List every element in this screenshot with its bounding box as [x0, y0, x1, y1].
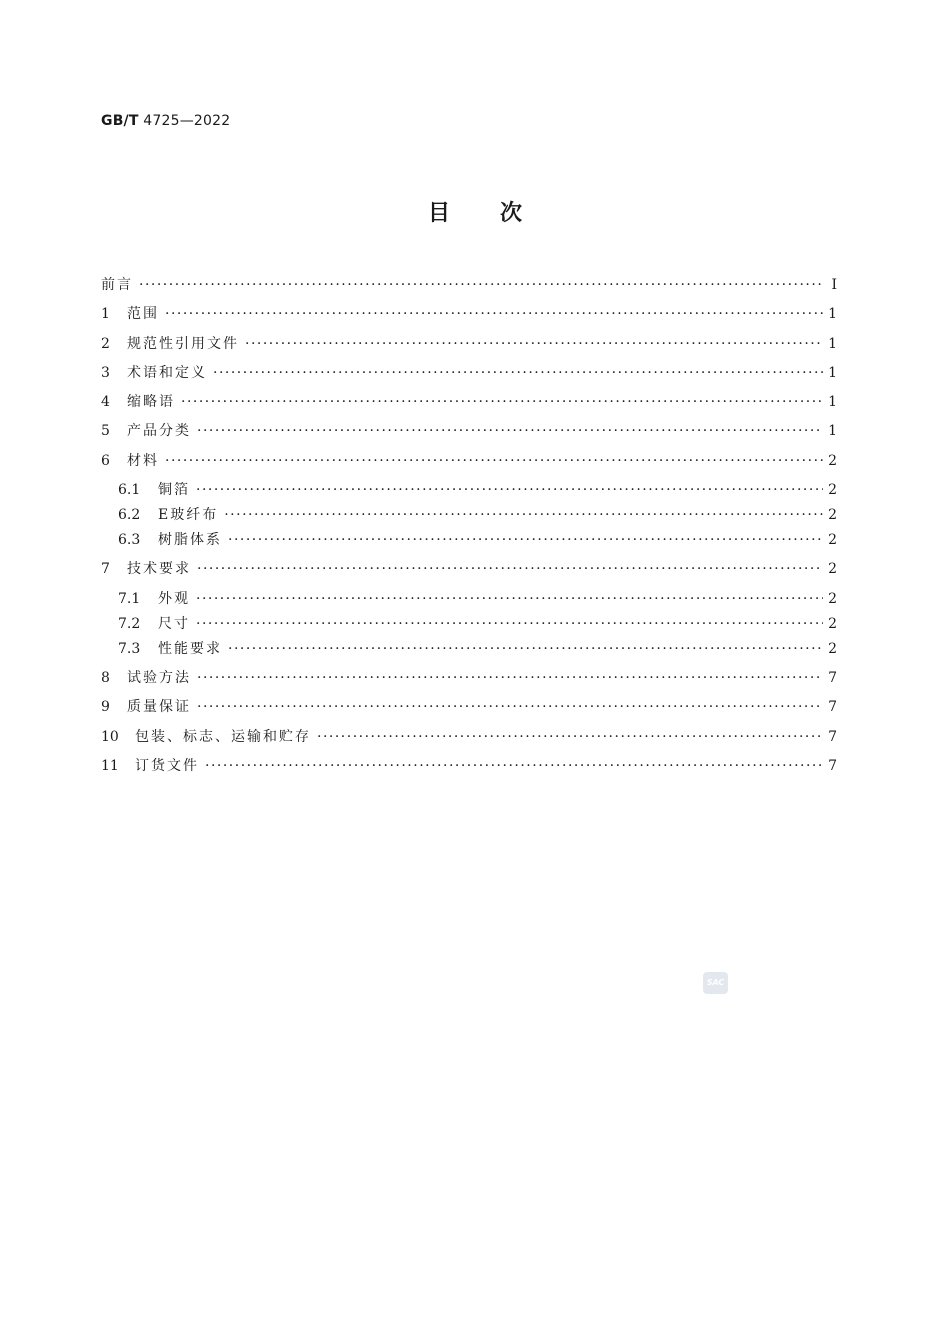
- toc-entry-label: 材料: [127, 452, 159, 469]
- toc-entry[interactable]: [101, 638, 837, 667]
- toc-entry[interactable]: [101, 303, 837, 332]
- sac-logo-icon: [703, 972, 728, 994]
- toc-dot-leader: [197, 558, 823, 580]
- toc-entry-number: 6.3: [118, 532, 141, 549]
- toc-entry-page: 1: [828, 335, 837, 352]
- toc-entry-number: 11: [101, 757, 119, 774]
- toc-entry-label: 试验方法: [127, 669, 191, 686]
- toc-entry[interactable]: [101, 726, 837, 755]
- page-title: 目次: [427, 201, 572, 226]
- toc-entry[interactable]: [101, 558, 837, 587]
- toc-entry-page: Ⅰ: [831, 277, 837, 293]
- toc-entry-number: 9: [101, 699, 110, 716]
- toc-entry[interactable]: [101, 667, 837, 696]
- toc-dot-leader: [317, 726, 823, 748]
- toc-entry-number: 8: [101, 669, 110, 686]
- toc-entry-number: 10: [101, 728, 119, 745]
- toc-entry-label: 前言: [101, 277, 133, 293]
- toc-entry-number: 4: [101, 394, 110, 411]
- watermark-label: SAC: [706, 978, 725, 987]
- toc-entry-label: 质量保证: [127, 699, 191, 716]
- toc-entry-number: 6.1: [118, 482, 141, 499]
- document-code: [101, 113, 230, 129]
- toc-dot-leader: [181, 391, 823, 413]
- toc-entry-number: 7: [101, 561, 110, 578]
- toc-entry-label: 尺寸: [158, 615, 190, 632]
- toc-entry-number: 7.1: [118, 590, 141, 607]
- toc-entry-page: 2: [828, 590, 837, 607]
- toc-entry-page: 2: [828, 507, 837, 524]
- table-of-contents: [101, 274, 837, 784]
- toc-entry-page: 7: [828, 757, 837, 774]
- toc-entry[interactable]: [101, 450, 837, 479]
- toc-entry[interactable]: [101, 504, 837, 529]
- toc-entry-label: 范围: [127, 306, 159, 323]
- toc-dot-leader: [165, 450, 823, 472]
- toc-dot-leader: [228, 638, 823, 660]
- toc-dot-leader: [196, 479, 823, 501]
- toc-entry[interactable]: [101, 420, 837, 449]
- toc-entry[interactable]: [101, 613, 837, 638]
- toc-dot-leader: [197, 667, 823, 689]
- toc-entry[interactable]: [101, 479, 837, 504]
- toc-entry-page: 2: [828, 615, 837, 632]
- toc-entry-label: 订货文件: [135, 757, 199, 774]
- toc-entry-label: 性能要求: [158, 640, 222, 657]
- toc-entry-number: 5: [101, 423, 110, 440]
- toc-dot-leader: [139, 274, 823, 296]
- toc-entry-label: 规范性引用文件: [127, 335, 239, 352]
- standard-number: 4725—2022: [143, 113, 231, 129]
- standard-prefix: GB/T: [101, 113, 139, 129]
- toc-entry[interactable]: [101, 529, 837, 558]
- toc-entry[interactable]: [101, 755, 837, 784]
- toc-entry[interactable]: [101, 333, 837, 362]
- toc-entry-label: 铜箔: [158, 482, 190, 499]
- toc-entry-number: 3: [101, 364, 110, 381]
- toc-entry-page: 2: [828, 561, 837, 578]
- toc-entry-label: 包装、标志、运输和贮存: [135, 728, 311, 745]
- toc-entry-label: 树脂体系: [158, 532, 222, 549]
- toc-entry-label: 产品分类: [127, 423, 191, 440]
- toc-entry-page: 7: [828, 699, 837, 716]
- toc-entry-number: 1: [101, 306, 110, 323]
- toc-entry-page: 7: [828, 669, 837, 686]
- toc-entry-label: E玻纤布: [158, 507, 219, 524]
- toc-entry[interactable]: [101, 391, 837, 420]
- toc-entry-page: 2: [828, 452, 837, 469]
- toc-entry-number: 2: [101, 335, 110, 352]
- toc-entry[interactable]: [101, 362, 837, 391]
- toc-entry-number: 6.2: [118, 507, 141, 524]
- toc-entry[interactable]: [101, 588, 837, 613]
- toc-entry[interactable]: [101, 274, 837, 303]
- toc-dot-leader: [213, 362, 823, 384]
- toc-entry-number: 7.3: [118, 640, 141, 657]
- toc-entry-page: 1: [828, 423, 837, 440]
- toc-dot-leader: [196, 588, 823, 610]
- toc-dot-leader: [196, 613, 823, 635]
- toc-entry-label: 外观: [158, 590, 190, 607]
- toc-entry-number: 7.2: [118, 615, 141, 632]
- toc-dot-leader: [245, 333, 823, 355]
- toc-dot-leader: [197, 696, 823, 718]
- toc-dot-leader: [224, 504, 823, 526]
- toc-entry-page: 7: [828, 728, 837, 745]
- toc-dot-leader: [205, 755, 823, 777]
- toc-entry-page: 2: [828, 482, 837, 499]
- toc-entry-page: 2: [828, 532, 837, 549]
- toc-entry-page: 2: [828, 640, 837, 657]
- toc-dot-leader: [165, 303, 823, 325]
- toc-dot-leader: [228, 529, 823, 551]
- toc-entry-label: 术语和定义: [127, 364, 207, 381]
- toc-entry[interactable]: [101, 696, 837, 725]
- toc-entry-label: 缩略语: [127, 394, 175, 411]
- toc-dot-leader: [197, 420, 823, 442]
- toc-entry-page: 1: [828, 306, 837, 323]
- toc-entry-page: 1: [828, 394, 837, 411]
- toc-entry-label: 技术要求: [127, 561, 191, 578]
- toc-entry-number: 6: [101, 452, 110, 469]
- toc-entry-page: 1: [828, 364, 837, 381]
